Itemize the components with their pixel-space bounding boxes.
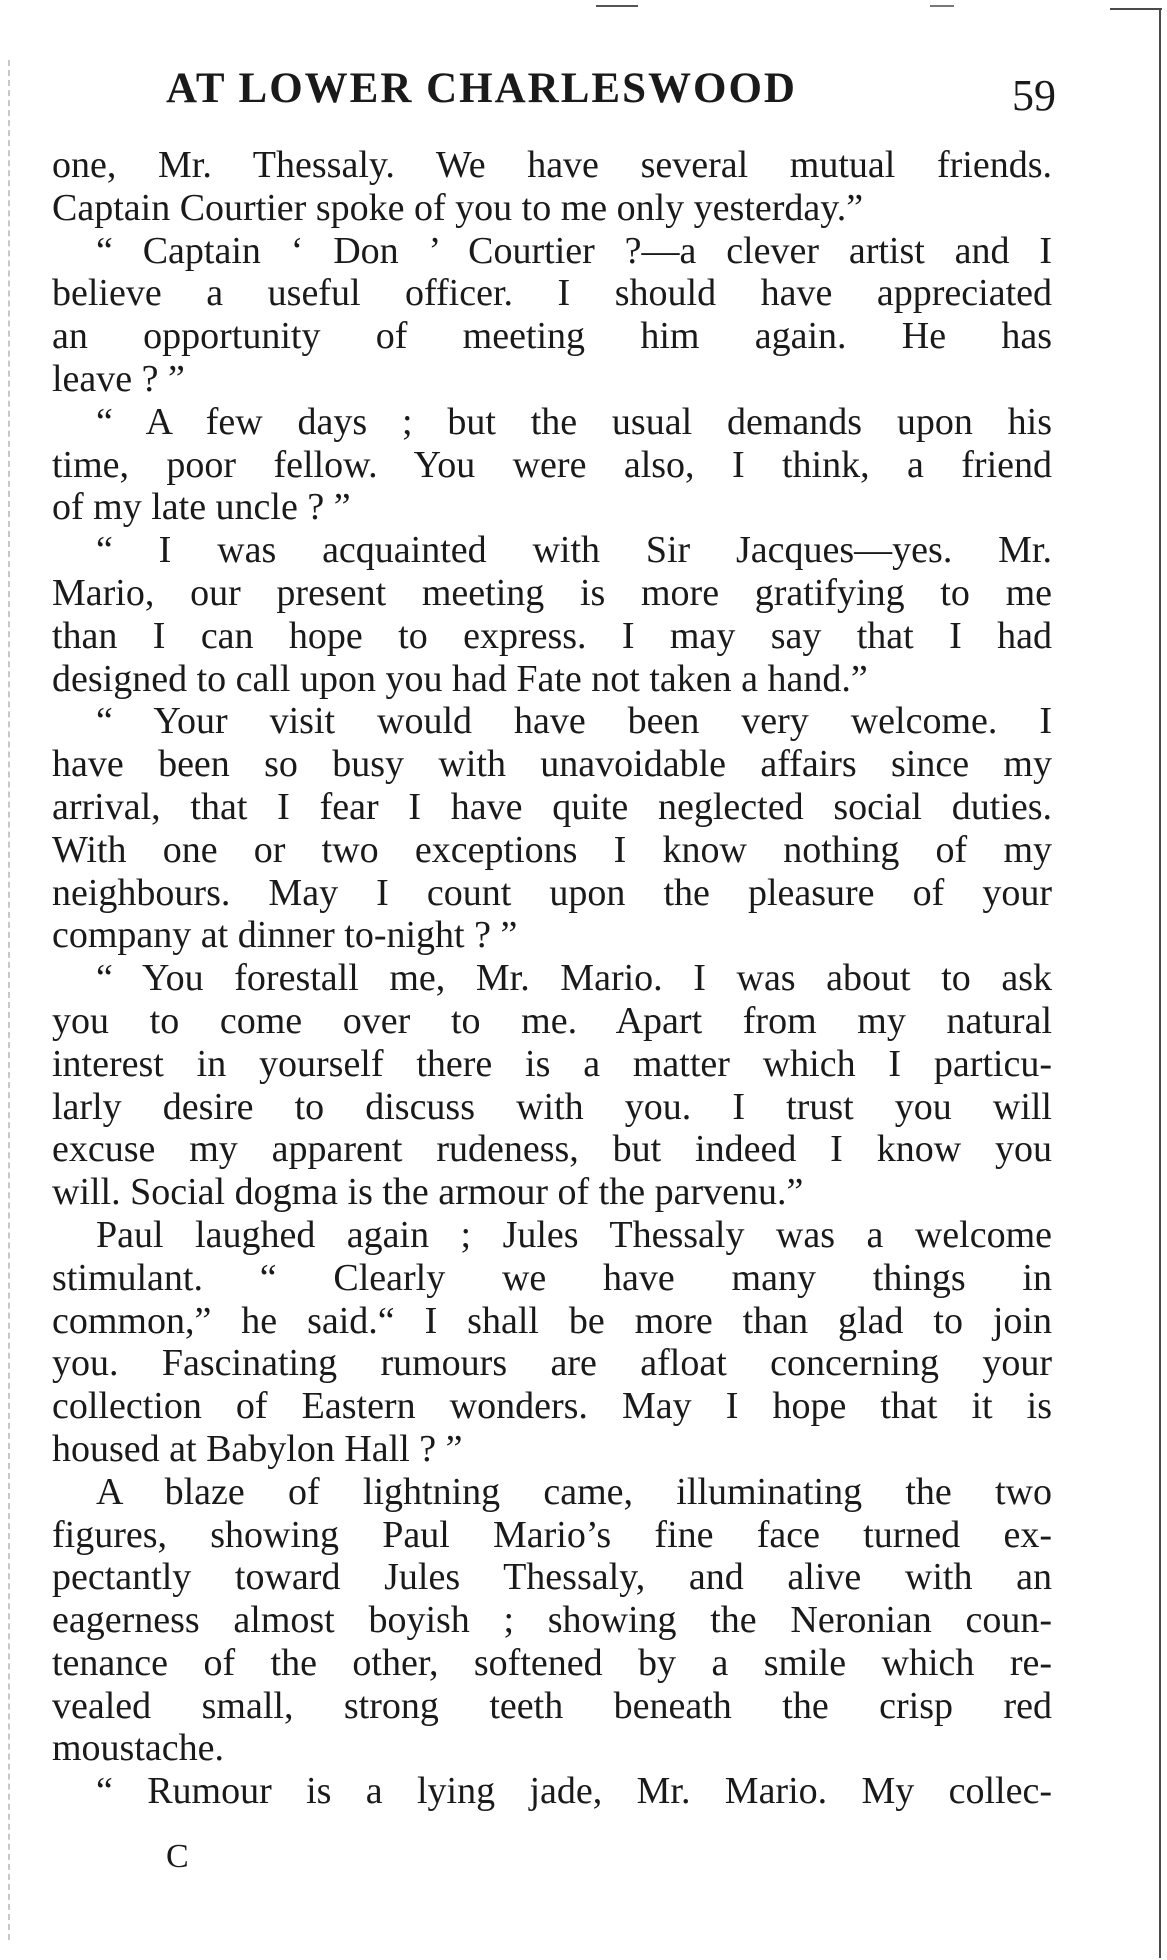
scan-mark-top-2 (930, 5, 954, 7)
scan-mark-top (596, 5, 638, 7)
text-line: one, Mr. Thessaly. We have several mutual friends. (52, 144, 1052, 186)
text-line: interest in yourself there is a matter which I particu- (52, 1042, 1052, 1085)
text-line: larly desire to discuss with you. I trust you will (52, 1085, 1052, 1128)
text-line: collection of Eastern wonders. May I hope that it is (52, 1385, 1052, 1428)
body-text (52, 144, 1052, 1813)
text-line: vealed small, strong teeth beneath the crisp red (52, 1684, 1052, 1727)
text-line: leave ? ” (52, 357, 185, 400)
text-line: neighbours. May I count upon the pleasure of your (52, 871, 1052, 914)
text-line: “ A few days ; but the usual demands upon his (96, 400, 1052, 443)
text-line: Mario, our present meeting is more gratifying to me (52, 571, 1052, 614)
text-line: Paul laughed again ; Jules Thessaly was a welcome (96, 1213, 1052, 1256)
text-line: A blaze of lightning came, illuminating the two (96, 1470, 1052, 1513)
text-line: company at dinner to-night ? ” (52, 914, 518, 957)
text-line: an opportunity of meeting him again. He has (52, 315, 1052, 358)
text-line: of my late uncle ? ” (52, 486, 351, 529)
page-header (166, 64, 1056, 124)
signature-mark: C (166, 1838, 189, 1875)
text-line: excuse my apparent rudeness, but indeed I know you (52, 1128, 1052, 1171)
text-line: figures, showing Paul Mario’s fine face turned ex- (52, 1513, 1052, 1556)
text-line: “ You forestall me, Mr. Mario. I was about to ask (96, 957, 1052, 1000)
text-line: designed to call upon you had Fate not taken a hand.” (52, 657, 868, 700)
text-line: eagerness almost boyish ; showing the Neronian coun- (52, 1599, 1052, 1642)
text-line: tenance of the other, softened by a smile which re- (52, 1641, 1052, 1684)
text-line: Captain Courtier spoke of you to me only yesterday.” (52, 186, 864, 229)
text-line: you to come over to me. Apart from my natural (52, 999, 1052, 1042)
scan-edge-right (1159, 8, 1161, 1958)
text-line: time, poor fellow. You were also, I think, a friend (52, 443, 1052, 486)
text-line: “ Captain ‘ Don ’ Courtier ?—a clever artist and I (96, 229, 1052, 272)
text-line: pectantly toward Jules Thessaly, and alive with an (52, 1556, 1052, 1599)
text-line: moustache. (52, 1727, 225, 1770)
running-head: AT LOWER CHARLESWOOD (166, 65, 797, 112)
text-line: “ Rumour is a lying jade, Mr. Mario. My collec- (96, 1770, 1052, 1813)
text-line: arrival, that I fear I have quite neglected social duties. (52, 785, 1052, 828)
text-line: will. Social dogma is the armour of the parvenu.” (52, 1171, 804, 1214)
text-line: With one or two exceptions I know nothing of my (52, 828, 1052, 871)
text-line: than I can hope to express. I may say that I had (52, 614, 1052, 657)
text-line: have been so busy with unavoidable affairs since my (52, 743, 1052, 786)
text-line: common,” he said.“ I shall be more than glad to join (52, 1299, 1052, 1342)
text-line: believe a useful officer. I should have appreciated (52, 272, 1052, 315)
text-line: “ Your visit would have been very welcome. I (96, 700, 1052, 743)
text-line: “ I was acquainted with Sir Jacques—yes. Mr. (96, 529, 1052, 572)
text-line: housed at Babylon Hall ? ” (52, 1427, 463, 1470)
scan-edge-top (1110, 8, 1162, 10)
text-line: stimulant. “ Clearly we have many things in (52, 1256, 1052, 1299)
scan-edge-left (8, 60, 10, 1940)
text-line: you. Fascinating rumours are afloat concerning your (52, 1342, 1052, 1385)
page-number: 59 (1012, 71, 1056, 120)
